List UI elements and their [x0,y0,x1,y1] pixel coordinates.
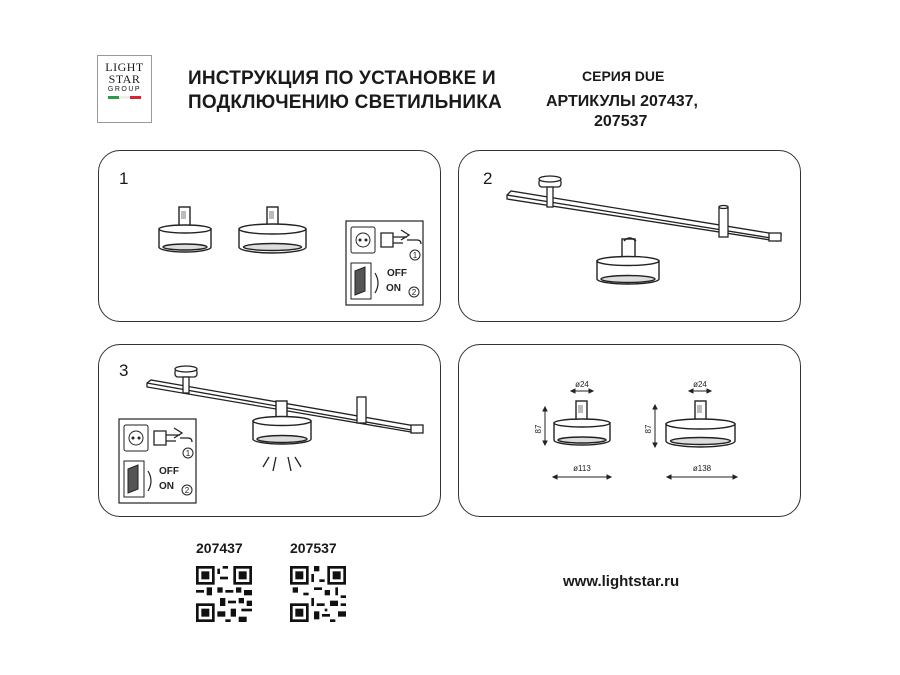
step-number: 2 [483,169,493,188]
switch-off-label: OFF [387,268,407,279]
dimensions-panel [458,344,801,517]
step-3-panel [98,344,441,517]
dim-large-bottom: ø138 [692,464,712,473]
title-line2: ПОДКЛЮЧЕНИЮ СВЕТИЛЬНИКА [188,92,502,113]
lamp-small-icon [554,401,610,445]
step-number: 1 [119,169,129,188]
logo-line2: STAR [108,72,141,86]
lamp-large-icon [239,207,306,253]
step-number: 3 [119,361,129,380]
marker-1: 1 [185,449,191,458]
page-title [188,67,502,115]
title-line1: ИНСТРУКЦИЯ ПО УСТАНОВКЕ И [188,68,496,89]
dim-large-top: ø24 [693,380,707,389]
articles-label [546,92,746,132]
switch-on-label: ON [159,481,174,492]
step-2-panel [458,150,801,322]
track-rail-icon [507,176,781,241]
step-1-illustration [99,151,442,323]
switch-off-label: OFF [159,466,179,477]
dim-small-bottom: ø113 [573,464,591,473]
logo-line1: LIGHT [105,60,144,74]
website-link[interactable]: www.lightstar.ru [563,573,680,590]
qr-code-icon[interactable] [290,566,346,622]
step-1-panel [98,150,441,322]
lamp-large-icon [666,401,735,447]
light-rays-icon [263,457,301,471]
socket-icon [351,227,375,253]
brand-logo [97,55,152,123]
articles-line2: 207537 [594,113,648,130]
dim-large-height: 87 [644,424,653,434]
socket-icon [124,425,148,451]
lamp-icon [597,238,659,284]
step-3-illustration [99,345,442,518]
marker-2: 2 [411,288,417,297]
dim-small-top: ø24 [575,380,589,389]
series-label: СЕРИЯ DUE [582,68,665,84]
italian-flag-icon [108,96,142,99]
qr-code-icon[interactable] [196,566,252,622]
marker-1: 1 [412,251,418,260]
article-a-label: 207437 [196,540,243,556]
switch-on-label: ON [386,283,401,294]
lamp-small-icon [159,207,211,252]
article-b-label: 207537 [290,540,337,556]
dim-small-height: 87 [534,424,543,434]
marker-2: 2 [184,486,190,495]
dimensions-illustration [459,345,802,518]
logo-line3: GROUP [107,86,142,93]
step-2-illustration [459,151,802,323]
articles-line1: АРТИКУЛЫ 207437, [546,93,698,110]
